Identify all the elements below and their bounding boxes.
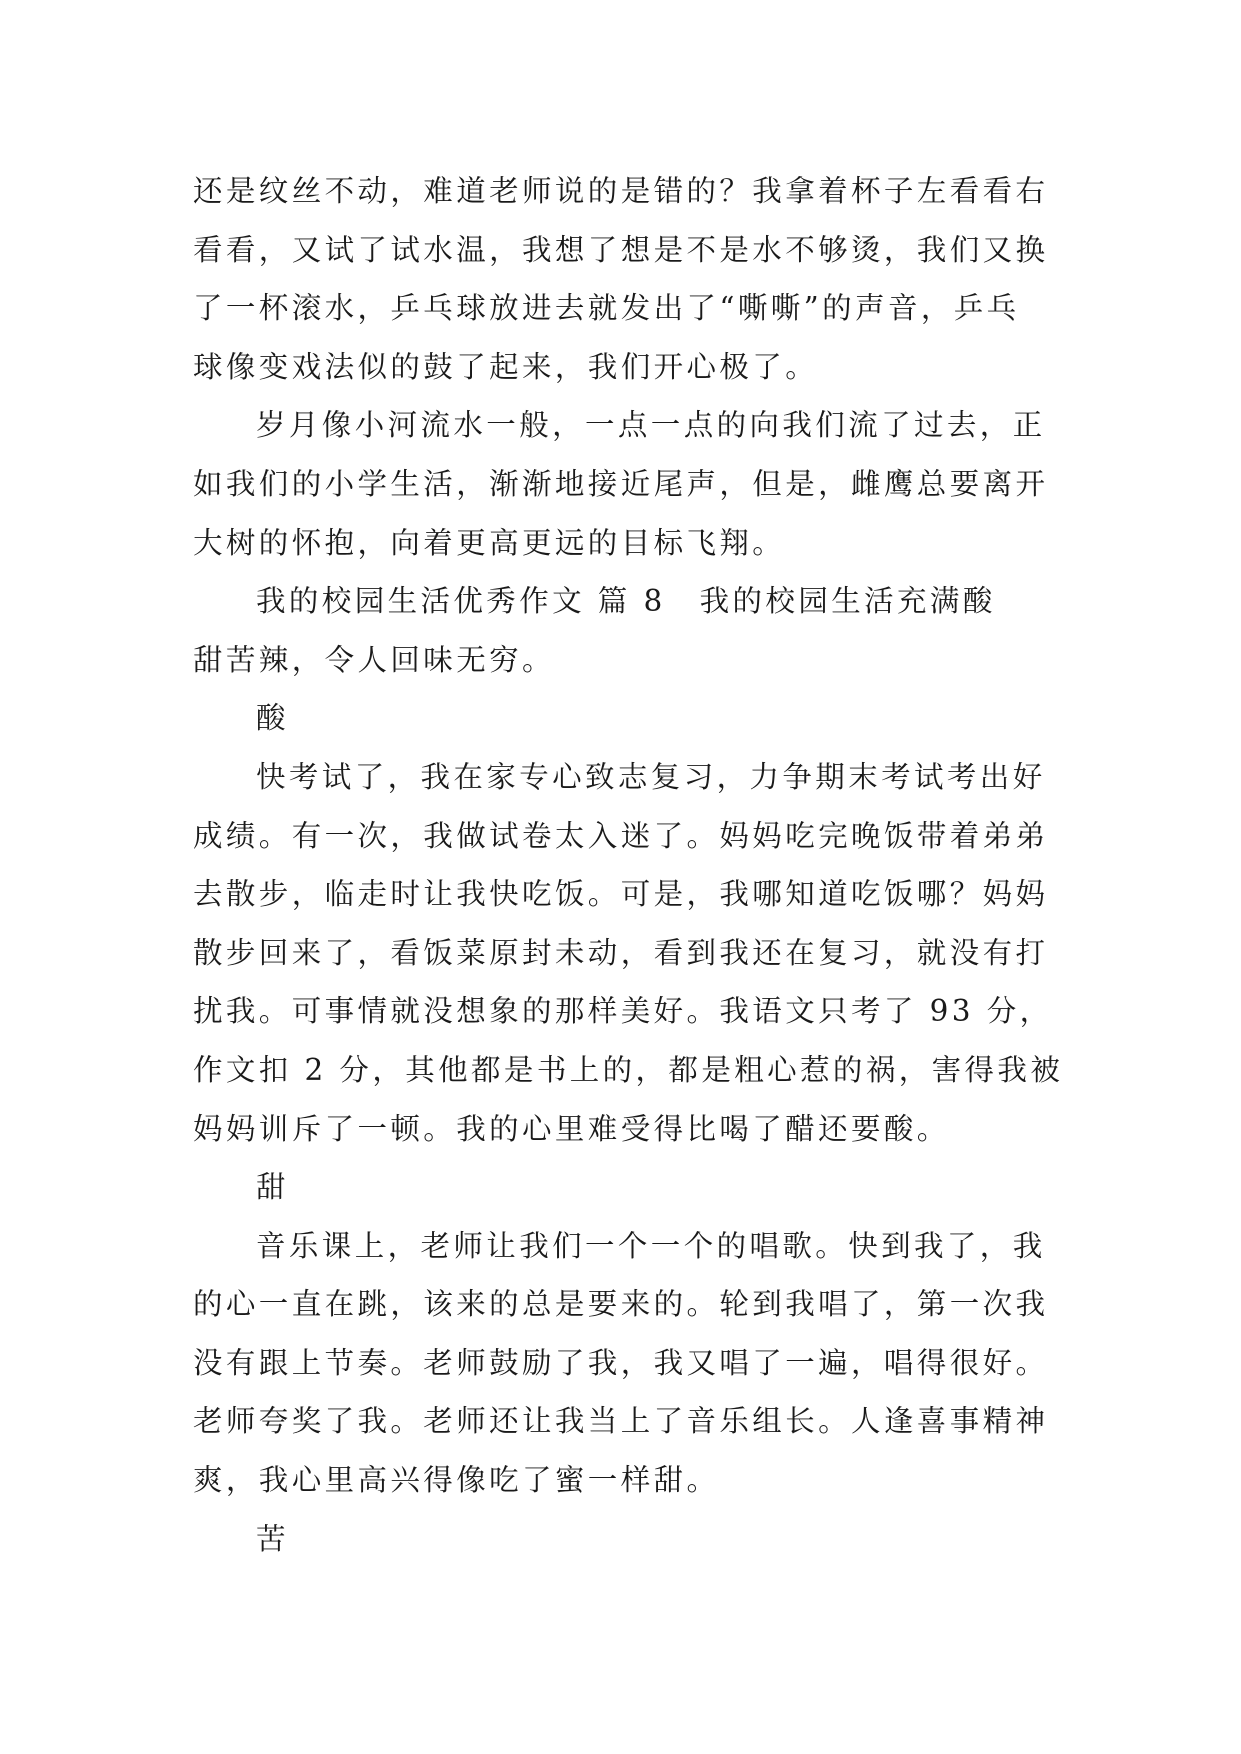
text-line: 爽，我心里高兴得像吃了蜜一样甜。 [193,1463,720,1498]
text-line: 散步回来了，看饭菜原封未动，看到我还在复习，就没有打 [193,935,1049,970]
text-line: 球像变戏法似的鼓了起来，我们开心极了。 [193,349,819,384]
text-line: 成绩。有一次，我做试卷太入迷了。妈妈吃完晚饭带着弟弟 [193,818,1049,853]
text-line: 作文扣 2 分，其他都是书上的，都是粗心惹的祸，害得我被 [193,1052,1064,1087]
text-line: 大树的怀抱，向着更高更远的目标飞翔。 [193,525,786,560]
heading-line [193,572,1053,631]
essay-title: 我的校园生活优秀作文 篇 8 [256,584,666,619]
text-line: 没有跟上节奏。老师鼓励了我，我又唱了一遍，唱得很好。 [193,1345,1049,1380]
text-line: 老师夸奖了我。老师还让我当上了音乐组长。人逢喜事精神 [193,1404,1049,1439]
essay-heading [193,572,1053,689]
paragraph-time-passing [193,396,1053,572]
text-line: 的心一直在跳，该来的总是要来的。轮到我唱了，第一次我 [193,1287,1049,1322]
section-label-sour: 酸 [256,701,289,736]
text-line: 妈妈训斥了一顿。我的心里难受得比喝了醋还要酸。 [193,1111,950,1146]
document-body [193,162,1064,1568]
text-line: 了一杯滚水，乒乓球放进去就发出了“嘶嘶”的声音，乒乓 [193,291,1020,326]
text-line: 去散步，临走时让我快吃饭。可是，我哪知道吃饭哪？妈妈 [193,877,1049,912]
text-line: 快考试了，我在家专心致志复习，力争期末考试考出好 [256,759,1046,794]
paragraph-sweet [193,1217,1053,1510]
essay-intro-start: 我的校园生活充满酸 [699,584,996,619]
text-line: 如我们的小学生活，渐渐地接近尾声，但是，雌鹰总要离开 [193,466,1049,501]
text-line: 岁月像小河流水一般，一点一点的向我们流了过去，正 [256,408,1046,443]
text-line: 扰我。可事情就没想象的那样美好。我语文只考了 93 分， [193,994,1053,1029]
paragraph-sour [193,748,1064,1158]
section-label-bitter: 苦 [256,1521,289,1556]
text-line: 音乐课上，老师让我们一个一个的唱歌。快到我了，我 [256,1228,1046,1263]
text-line: 还是纹丝不动，难道老师说的是错的？我拿着杯子左看看右 [193,174,1049,208]
section-label-sweet: 甜 [256,1170,289,1205]
text-line: 甜苦辣，令人回味无穷。 [193,642,555,677]
text-line: 看看，又试了试水温，我想了想是不是水不够烫，我们又换 [193,232,1049,267]
paragraph-ping-pong-ending [193,162,1053,396]
